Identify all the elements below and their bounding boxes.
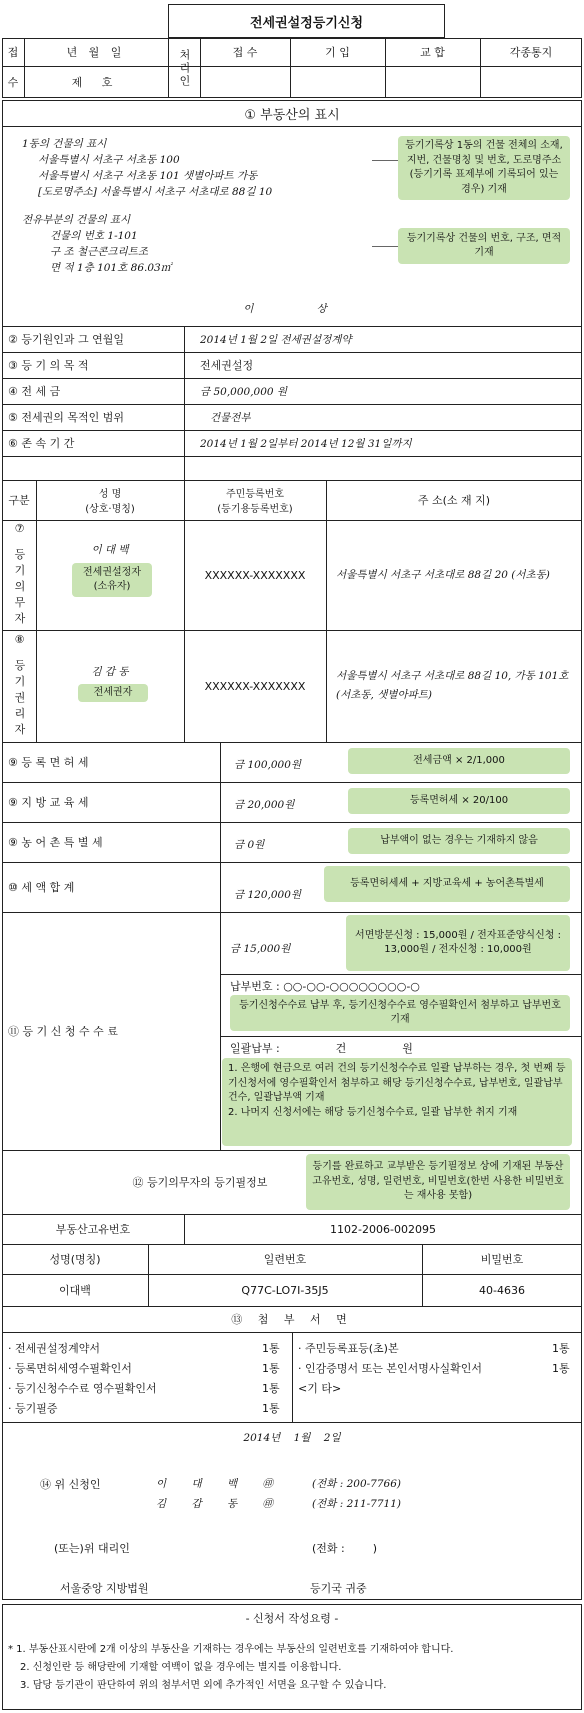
total-tax-note: 등록면허세세 + 지방교육세 + 농어촌특별세 xyxy=(324,866,570,902)
cert-label: ⑫ 등기의무자의 등기필정보 xyxy=(132,1176,268,1189)
parties-h-name-1: 성 명 xyxy=(98,489,122,500)
parties-h-addr: 주 소(소 재 지) xyxy=(417,494,491,507)
rural-tax-value: 금 0원 xyxy=(234,838,265,851)
app-fee-value: 금 15,000원 xyxy=(230,942,291,955)
sign-date: 2014년 1월 2일 xyxy=(243,1431,341,1444)
property-line: 면 적 1층 101호 86.03㎡ xyxy=(50,262,172,274)
parties-h-id-1: 주민등록번호 xyxy=(226,489,284,500)
deposit-value: 금 50,000,000 원 xyxy=(200,385,288,398)
app-fee-note: 서면방문신청 : 15,000원 / 전자표준양식신청 : 13,000원 / 전자신청 : 10,000원 xyxy=(346,915,570,971)
property-note-1: 등기기록상 1동의 건물 전체의 소재, 지번, 건물명칭 및 번호, 도로명주소(등기기록 표제부에 기록되어 있는 경우) 기재 xyxy=(398,136,570,200)
parties-h-name-2: (상호·명칭) xyxy=(85,504,135,515)
cause-label: ② 등기원인과 그 연월일 xyxy=(8,333,124,346)
bulk-payment-note xyxy=(222,1058,572,1146)
property-line: 서울특별시 서초구 서초동 100 xyxy=(38,154,180,166)
property-end: 이 상 xyxy=(243,302,357,315)
attach-left-item: · 전세권설정계약서 xyxy=(8,1342,101,1355)
attach-left-item: · 등기신청수수료 영수필확인서 xyxy=(8,1382,157,1395)
attach-left-item: · 등기필증 xyxy=(8,1402,58,1415)
court-office: 등기국 귀중 xyxy=(310,1582,367,1595)
obligee-note: 전세권자 xyxy=(78,684,148,702)
attach-left-qty: 1통 xyxy=(262,1402,280,1415)
parties-h-name xyxy=(36,480,184,520)
reg-tax-label: ⑨ 등 록 면 허 세 xyxy=(8,756,89,769)
attach-right-item: · 주민등록표등(초)본 xyxy=(298,1342,399,1355)
property-line: 전유부분의 건물의 표시 xyxy=(22,214,131,226)
term-label: ⑥ 존 속 기 간 xyxy=(8,437,75,450)
property-line: 서울특별시 서초구 서초동 101 샛별아파트 가동 xyxy=(38,170,258,182)
parties-h-id-2: (등기용등록번호) xyxy=(217,504,293,515)
edu-tax-value: 금 20,000원 xyxy=(234,798,295,811)
attach-right-item: <기 타> xyxy=(298,1382,342,1395)
obligor-id: XXXXXX-XXXXXXX xyxy=(204,568,306,582)
property-note-2: 등기기록상 건물의 번호, 구조, 면적 기재 xyxy=(398,228,570,264)
term-value: 2014년 1월 2일부터 2014년 12월 31일까지 xyxy=(200,437,412,450)
obligor-label: ⑦ 등기의무자 xyxy=(13,521,26,629)
arrow-icon xyxy=(372,246,398,247)
reg-tax-value: 금 100,000원 xyxy=(234,758,302,771)
parties-h-type: 구분 xyxy=(8,494,30,507)
cert-name: 이대백 xyxy=(59,1284,91,1297)
attach-right-qty: 1통 xyxy=(552,1362,570,1375)
obligee-name: 김 갑 동 xyxy=(91,665,129,678)
page-title: 전세권설정등기신청 xyxy=(249,15,364,31)
bulk-note-1: 1. 은행에 현금으로 여러 건의 등기신청수수료 일괄 납부하는 경우, 첫 번째 등기신청서에 영수필확인서 첨부하고 해당 등기신청수수료, 납부번호, 일괄납부 건수, 일괄납부액 기재 xyxy=(228,1063,566,1103)
cert-h-serial: 일련번호 xyxy=(263,1253,307,1266)
bulk-note-2: 2. 나머지 신청서에는 해당 등기신청수수료, 일괄 납부한 취지 기재 xyxy=(228,1106,518,1118)
attach-left-qty: 1통 xyxy=(262,1342,280,1355)
cert-h-pw: 비밀번호 xyxy=(480,1253,524,1266)
deposit-label: ④ 전 세 금 xyxy=(8,385,61,398)
obligor-note: 전세권설정자 (소유자) xyxy=(72,563,152,597)
parties-h-id xyxy=(184,480,326,520)
scope-label: ⑤ 전세권의 목적인 범위 xyxy=(8,411,124,424)
applicant-1: 이 대 백 ㊞ xyxy=(156,1478,273,1490)
attach-right-item: · 인감증명서 또는 본인서명사실확인서 xyxy=(298,1362,483,1375)
guide-item: 3. 담당 등기관이 판단하여 위의 첨부서면 외에 추가적인 서면을 요구할 수 있습니다. xyxy=(20,1680,387,1691)
cert-uid-value: 1102-2006-002095 xyxy=(330,1222,436,1236)
app-fee-label: ⑪ 등 기 신 청 수 수 료 xyxy=(8,1025,118,1038)
property-line: 건물의 번호 1-101 xyxy=(50,230,138,242)
property-line: 1동의 건물의 표시 xyxy=(22,138,107,150)
attach-left-qty: 1통 xyxy=(262,1362,280,1375)
col-accept: 접 수 xyxy=(232,46,258,59)
agent-tel: (전화 : ) xyxy=(312,1542,378,1555)
attach-left-item: · 등록면허세영수필확인서 xyxy=(8,1362,132,1375)
obligee-id: XXXXXX-XXXXXXX xyxy=(204,679,306,693)
date-label: 년 월 일 xyxy=(66,46,126,59)
received-label: 접 xyxy=(7,46,19,59)
rural-tax-label: ⑨ 농 어 촌 특 별 세 xyxy=(8,836,103,849)
obligee-address: 서울특별시 서초구 서초대로 88길 10, 가동 101호(서초동, 샛별아파트) xyxy=(336,670,569,701)
purpose-value: 전세권설정 xyxy=(200,359,254,372)
total-tax-label: ⑩ 세 액 합 계 xyxy=(8,881,75,894)
guide-title: - 신청서 작성요령 - xyxy=(245,1612,339,1625)
cert-pw: 40-4636 xyxy=(479,1283,525,1297)
applicant-2-tel: (전화 : 211-7711) xyxy=(312,1498,402,1510)
total-tax-value: 금 120,000원 xyxy=(234,888,302,901)
property-line: [도로명주소] 서울특별시 서초구 서초대로 88길 10 xyxy=(38,186,273,198)
edu-tax-note: 등록면허세 × 20/100 xyxy=(348,788,570,814)
applicant-2: 김 갑 동 ㊞ xyxy=(156,1498,273,1510)
obligee-label: ⑧ 등기권리자 xyxy=(13,632,26,740)
attach-left-qty: 1통 xyxy=(262,1382,280,1395)
scope-value: 건물전부 xyxy=(210,411,251,424)
property-section-title: ① 부동산의 표시 xyxy=(244,107,340,123)
applicant-label: ⑭ 위 신청인 xyxy=(40,1478,101,1491)
col-record: 기 입 xyxy=(325,46,350,59)
applicant-1-tel: (전화 : 200-7766) xyxy=(312,1478,402,1490)
attach-right-qty: 1통 xyxy=(552,1342,570,1355)
payment-number-note: 등기신청수수료 납부 후, 등기신청수수료 영수필확인서 첨부하고 납부번호 기재 xyxy=(230,995,570,1031)
rural-tax-note: 납부액이 없는 경우는 기재하지 않음 xyxy=(348,828,570,854)
payment-number: 납부번호 : ○○-○○-○○○○○○○○-○ xyxy=(230,980,420,993)
purpose-label: ③ 등 기 의 목 적 xyxy=(8,359,89,372)
cause-value: 2014년 1월 2일 전세권설정계약 xyxy=(200,333,352,346)
guide-item: * 1. 부동산표시란에 2개 이상의 부동산을 기재하는 경우에는 부동산의 일련번호를 기재하여야 합니다. xyxy=(8,1644,454,1655)
obligor-address: 서울특별시 서초구 서초대로 88길 20 (서초동) xyxy=(336,568,550,581)
attach-title: ⑬ 첨 부 서 면 xyxy=(231,1313,353,1326)
col-verify: 교 합 xyxy=(420,46,445,59)
obligor-name: 이 대 백 xyxy=(91,543,129,556)
cert-serial: Q77C-LO7I-35J5 xyxy=(241,1283,329,1297)
bulk-payment: 일괄납부 : 건 원 xyxy=(230,1042,413,1055)
arrow-icon xyxy=(372,160,398,161)
cert-uid-label: 부동산고유번호 xyxy=(55,1223,131,1236)
property-line: 구 조 철근콘크리트조 xyxy=(50,246,148,258)
cert-note: 등기를 완료하고 교부받은 등기필정보 상에 기재된 부동산고유번호, 성명, 일련번호, 비밀번호(한번 사용한 비밀번호는 재사용 못함) xyxy=(306,1154,570,1210)
col-notify: 각종통지 xyxy=(509,46,553,59)
agent-label: (또는)위 대리인 xyxy=(54,1542,130,1555)
guide-item: 2. 신청인란 등 해당란에 기재할 여백이 없을 경우에는 별지를 이용합니다. xyxy=(20,1662,342,1673)
edu-tax-label: ⑨ 지 방 교 육 세 xyxy=(8,796,89,809)
court-name: 서울중앙 지방법원 xyxy=(60,1582,149,1595)
received-label-2: 수 xyxy=(7,76,19,89)
processed-label: 처리인 xyxy=(178,48,191,88)
number-label: 제 호 xyxy=(71,76,121,89)
cert-h-name: 성명(명칭) xyxy=(49,1253,101,1266)
reg-tax-note: 전세금액 × 2/1,000 xyxy=(348,748,570,774)
